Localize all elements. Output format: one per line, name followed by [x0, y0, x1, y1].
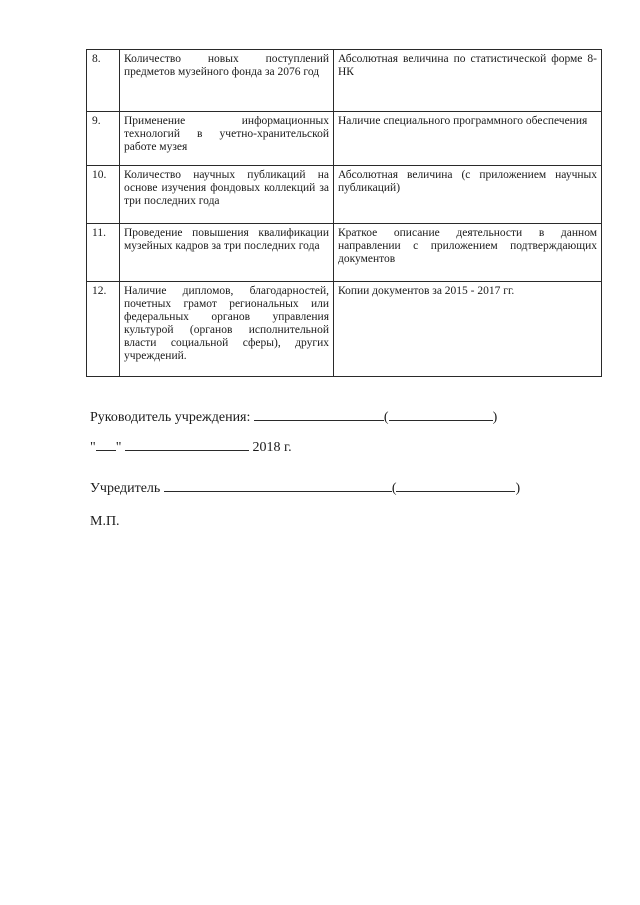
table-row — [87, 166, 602, 224]
day-blank — [96, 438, 116, 451]
signature-blank — [254, 408, 384, 421]
head-label: Руководитель учреждения: — [90, 410, 251, 425]
open-paren: ( — [391, 481, 397, 496]
criterion-cell: Количество научных публикаций на основе изучения фондовых коллекций за три последних года — [120, 166, 334, 224]
method-cell: Абсолютная величина (с приложением научных публикаций) — [334, 166, 602, 224]
quote-close: " — [115, 440, 122, 455]
criterion-cell: Проведение повышения квалификации музейных кадров за три последних года — [120, 224, 334, 282]
table-row — [87, 50, 602, 112]
row-number: 10. — [87, 166, 120, 224]
year-text: 2018 г. — [252, 440, 292, 455]
founder-signature-blank — [164, 479, 392, 492]
method-cell: Абсолютная величина по статистической форме 8-НК — [334, 50, 602, 112]
table-row — [87, 224, 602, 282]
row-number: 9. — [87, 112, 120, 166]
date-line — [90, 438, 292, 456]
founder-name-blank — [396, 479, 515, 492]
close-paren: ) — [492, 410, 498, 425]
row-number: 12. — [87, 282, 120, 377]
row-number: 8. — [87, 50, 120, 112]
criterion-cell: Наличие дипломов, благодарностей, почетных грамот региональных или федеральных органов управления культурой (органов исполнительной власти социальной сферы), других учреждений. — [120, 282, 334, 377]
quote-open: " — [90, 440, 96, 455]
criterion-cell: Применение информационных технологий в учетно-хранительской работе музея — [120, 112, 334, 166]
row-number: 11. — [87, 224, 120, 282]
head-signature-line — [90, 408, 497, 426]
table-row — [87, 112, 602, 166]
method-cell: Копии документов за 2015 - 2017 гг. — [334, 282, 602, 377]
stamp-place: М.П. — [90, 514, 120, 529]
close-paren: ) — [515, 481, 521, 496]
method-cell: Краткое описание деятельности в данном направлении с приложением подтверждающих документов — [334, 224, 602, 282]
founder-signature-line — [90, 479, 520, 497]
name-blank — [389, 408, 493, 421]
criteria-table — [86, 49, 602, 377]
founder-label: Учредитель — [90, 481, 161, 496]
table-row — [87, 282, 602, 377]
month-blank — [125, 438, 249, 451]
open-paren: ( — [383, 410, 389, 425]
method-cell: Наличие специального программного обеспечения — [334, 112, 602, 166]
criterion-cell: Количество новых поступлений предметов музейного фонда за 2076 год — [120, 50, 334, 112]
